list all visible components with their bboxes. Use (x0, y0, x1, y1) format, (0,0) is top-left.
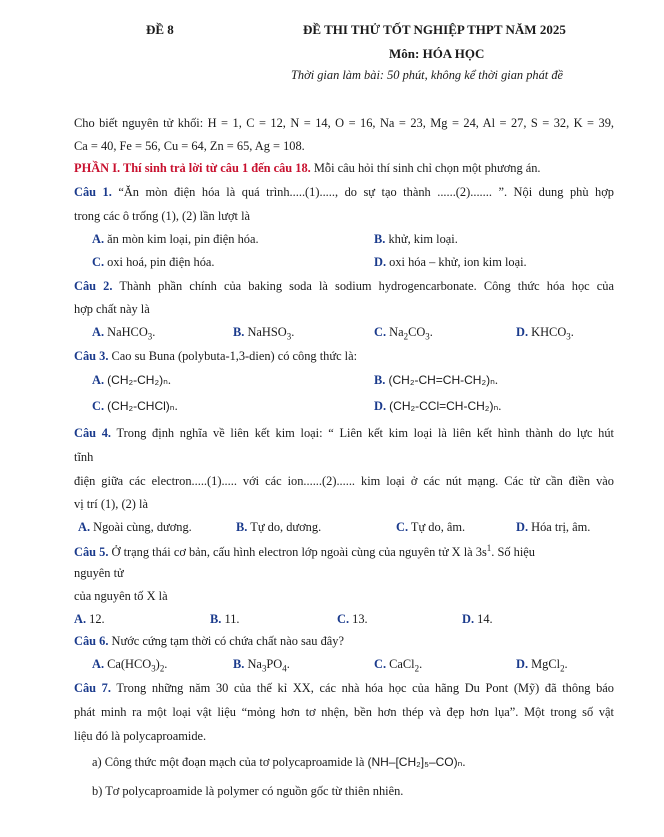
question-5-option-b[interactable] (210, 612, 240, 627)
question-7-line-1 (74, 681, 614, 696)
option-text: Tự do, dương. (250, 520, 322, 534)
question-1-option-a[interactable] (92, 232, 259, 247)
part1-title: PHẦN I. Thí sinh trả lời từ câu 1 đến câu 18. (74, 161, 311, 175)
question-6-text: Nước cứng tạm thời có chứa chất nào sau đây? (108, 634, 344, 648)
option-letter: D. (516, 520, 529, 534)
subscript: 3 (261, 663, 267, 674)
option-text: Na (389, 325, 404, 339)
question-5-text-end: . Số hiệu (491, 545, 535, 560)
option-text: PO (266, 657, 283, 671)
part1-instruction: Mỗi câu hỏi thí sinh chỉ chọn một phương án. (310, 161, 541, 175)
option-text: 14. (477, 612, 493, 626)
question-3-option-d[interactable]: D. (CH₂-CCl=CH-CH₂)ₙ. (374, 399, 502, 413)
question-1-line-1 (74, 185, 614, 200)
question-2-text: Thành phần chính của baking soda là sodium hydrogencarbonate. Công thức hóa học của (112, 279, 614, 293)
option-letter: B. (374, 232, 386, 246)
question-5-line-1 (74, 543, 535, 560)
question-6-option-c[interactable]: C. CaCl$_2$. (374, 657, 423, 674)
superscript: 1 (486, 543, 492, 553)
subscript: 2 (560, 663, 565, 674)
subscript: 3 (286, 331, 292, 342)
question-5-option-a[interactable] (74, 612, 105, 627)
option-letter: A. (74, 612, 87, 626)
option-letter: C. (337, 612, 350, 626)
question-3-option-b[interactable]: B. (CH₂-CH=CH-CH₂)ₙ. (374, 373, 499, 387)
question-4-option-a[interactable] (78, 520, 192, 535)
option-text: Ca(HCO (107, 657, 152, 671)
question-2-option-c[interactable]: C. $Na_2CO_3$. (374, 325, 433, 342)
question-4-line-1 (74, 426, 614, 441)
option-text: ăn mòn kim loại, pin điện hóa. (107, 232, 259, 246)
question-7-statement-a[interactable]: a) Công thức một đoạn mạch của tơ polycaproamide là (NH–[CH₂]₅–CO)ₙ. (92, 755, 466, 769)
question-4-line-4: vị trí (1), (2) là (74, 497, 148, 511)
option-letter: D. (374, 399, 387, 413)
statement-formula: (NH–[CH₂]₅–CO)ₙ (367, 755, 463, 769)
question-7-statement-b[interactable] (92, 784, 403, 799)
question-4-option-d[interactable] (516, 520, 590, 535)
question-7-line-3: liệu đó là polycaproamide. (74, 729, 207, 743)
question-2-option-d[interactable]: D. $KHCO_3$. (516, 325, 574, 342)
option-letter: A. (92, 232, 105, 246)
option-text: khử, kim loại. (388, 232, 458, 246)
option-letter: B. (210, 612, 222, 626)
option-text: Tự do, âm. (410, 520, 466, 534)
statement-text: b) Tơ polycaproamide là polymer có nguồn gốc từ thiên nhiên. (92, 784, 404, 798)
question-7-text: Trong những năm 30 của thế kỉ XX, các nhà hóa học của hãng Du Pont (Mỹ) đã thông báo (110, 681, 614, 695)
question-1-text: “Ăn mòn điện hóa là quá trình.....(1)....., do sự tạo thành ......(2)....... ”. Nội dung phù hợp (111, 185, 614, 199)
option-formula: (CH₂-CH=CH-CH₂)ₙ (388, 373, 495, 387)
atomic-masses-line-2: Ca = 40, Fe = 56, Cu = 64, Zn = 65, Ag = 108. (74, 139, 305, 153)
question-3-option-a[interactable]: A. (CH₂-CH₂)ₙ. (92, 373, 172, 387)
question-6-option-d[interactable]: D. MgCl$_2$. (516, 657, 568, 674)
option-letter: B. (374, 373, 386, 387)
question-4-line-3: điện giữa các electron.....(1)..... với các ion......(2)...... kim loại ở các nút mạng. Các từ cần điền vào (74, 474, 614, 488)
question-7-line-2: phát minh ra một loại vật liệu “mỏng hơn tơ nhện, bền hơn thép và đẹp hơn lụa”. Một trong số vật (74, 705, 614, 719)
question-1-option-b[interactable] (374, 232, 458, 247)
option-letter: D. (516, 657, 529, 671)
question-4-label: Câu 4. (74, 426, 112, 440)
option-text: Ngoài cùng, dương. (93, 520, 192, 534)
question-6-option-a[interactable]: A. $Ca(HCO_3)_2$. (92, 657, 168, 674)
option-letter: A. (92, 657, 105, 671)
question-4-option-c[interactable] (396, 520, 465, 535)
option-text: NaHCO (107, 325, 148, 339)
option-letter: C. (396, 520, 409, 534)
option-letter: B. (236, 520, 248, 534)
option-letter: A. (92, 325, 105, 339)
option-letter: C. (374, 657, 387, 671)
option-letter: A. (78, 520, 91, 534)
question-5-line-2: nguyên tử (74, 566, 124, 580)
subscript: 3 (425, 331, 430, 342)
subscript: 4 (282, 663, 287, 674)
option-letter: A. (92, 373, 105, 387)
question-3-text: Cao su Buna (polybuta-1,3-dien) có công thức là: (108, 349, 358, 363)
subscript: 3 (151, 663, 156, 674)
option-text: Hóa trị, âm. (531, 520, 591, 534)
option-text: KHCO (531, 325, 567, 339)
question-1-option-d[interactable] (374, 255, 527, 270)
option-text: MgCl (531, 657, 561, 671)
option-letter: B. (233, 325, 245, 339)
option-text: Na (247, 657, 262, 671)
question-4-line-2: tĩnh (74, 450, 94, 464)
subscript: 3 (147, 331, 153, 342)
option-text: CO (408, 325, 426, 339)
subscript: 2 (159, 663, 165, 674)
exam-code: ĐỀ 8 (146, 22, 174, 37)
option-letter: B. (233, 657, 245, 671)
question-4-text: Trong định nghĩa về liên kết kim loại: “ Liên kết kim loại là liên kết hình thành do lực hút (111, 426, 614, 440)
option-letter: C. (92, 399, 105, 413)
statement-text: a) Công thức một đoạn mạch của tơ polycaproamide là (92, 755, 365, 769)
question-2-option-a[interactable]: A. NaHCO$_3$. (92, 325, 156, 342)
part1-heading (74, 161, 541, 176)
question-5-text: Ở trạng thái cơ bản, cấu hình electron lớp ngoài cùng của nguyên tử X là 3s (108, 545, 487, 560)
question-2-line-1 (74, 279, 614, 294)
option-letter: C. (374, 325, 387, 339)
exam-title: ĐỀ THI THỬ TỐT NGHIỆP THPT NĂM 2025 (303, 22, 566, 37)
question-3-option-c[interactable]: C. (CH₂-CHCl)ₙ. (92, 399, 178, 413)
question-5-option-d[interactable] (462, 612, 493, 627)
option-text: 11. (224, 612, 240, 626)
option-letter: D. (374, 255, 387, 269)
option-formula: (CH₂-CCl=CH-CH₂)ₙ (389, 399, 499, 413)
question-2-label: Câu 2. (74, 279, 113, 293)
question-3-line-1 (74, 349, 357, 364)
question-1-label: Câu 1. (74, 185, 112, 199)
question-5-option-c[interactable] (337, 612, 368, 627)
option-text: NaHSO (247, 325, 287, 339)
question-1-option-c[interactable] (92, 255, 215, 270)
subscript: 3 (566, 331, 571, 342)
atomic-masses-line-1: Cho biết nguyên tử khối: H = 1, C = 12, N = 14, O = 16, Na = 23, Mg = 24, Al = 27, S = 32, K = 39, (74, 116, 614, 130)
exam-subject: Môn: HÓA HỌC (389, 46, 485, 61)
question-7-label: Câu 7. (74, 681, 111, 695)
option-text: 13. (352, 612, 368, 626)
question-6-option-b[interactable]: B. $Na_3PO_4$. (233, 657, 290, 674)
question-4-option-b[interactable] (236, 520, 321, 535)
option-text: CaCl (389, 657, 415, 671)
question-5-label: Câu 5. (74, 545, 109, 560)
question-6-line-1 (74, 634, 344, 649)
option-text: oxi hóa – khử, ion kim loại. (389, 255, 527, 269)
question-6-label: Câu 6. (74, 634, 109, 648)
exam-time: Thời gian làm bài: 50 phút, không kể thời gian phát đề (291, 68, 564, 82)
option-letter: D. (516, 325, 529, 339)
option-letter: D. (462, 612, 475, 626)
subscript: 2 (414, 663, 420, 674)
question-1-line-2: trong các ô trống (1), (2) lần lượt là (74, 209, 251, 223)
option-text: oxi hoá, pin điện hóa. (107, 255, 215, 269)
question-3-label: Câu 3. (74, 349, 109, 363)
option-formula: (CH₂-CH₂)ₙ (107, 373, 168, 387)
question-5-line-3: của nguyên tố X là (74, 589, 168, 603)
question-2-line-2: hợp chất này là (74, 302, 150, 316)
question-2-option-b[interactable]: B. NaHSO$_3$. (233, 325, 295, 342)
option-text: 12. (89, 612, 105, 626)
subscript: 2 (403, 331, 409, 342)
option-letter: C. (92, 255, 105, 269)
option-formula: (CH₂-CHCl)ₙ (107, 399, 175, 413)
